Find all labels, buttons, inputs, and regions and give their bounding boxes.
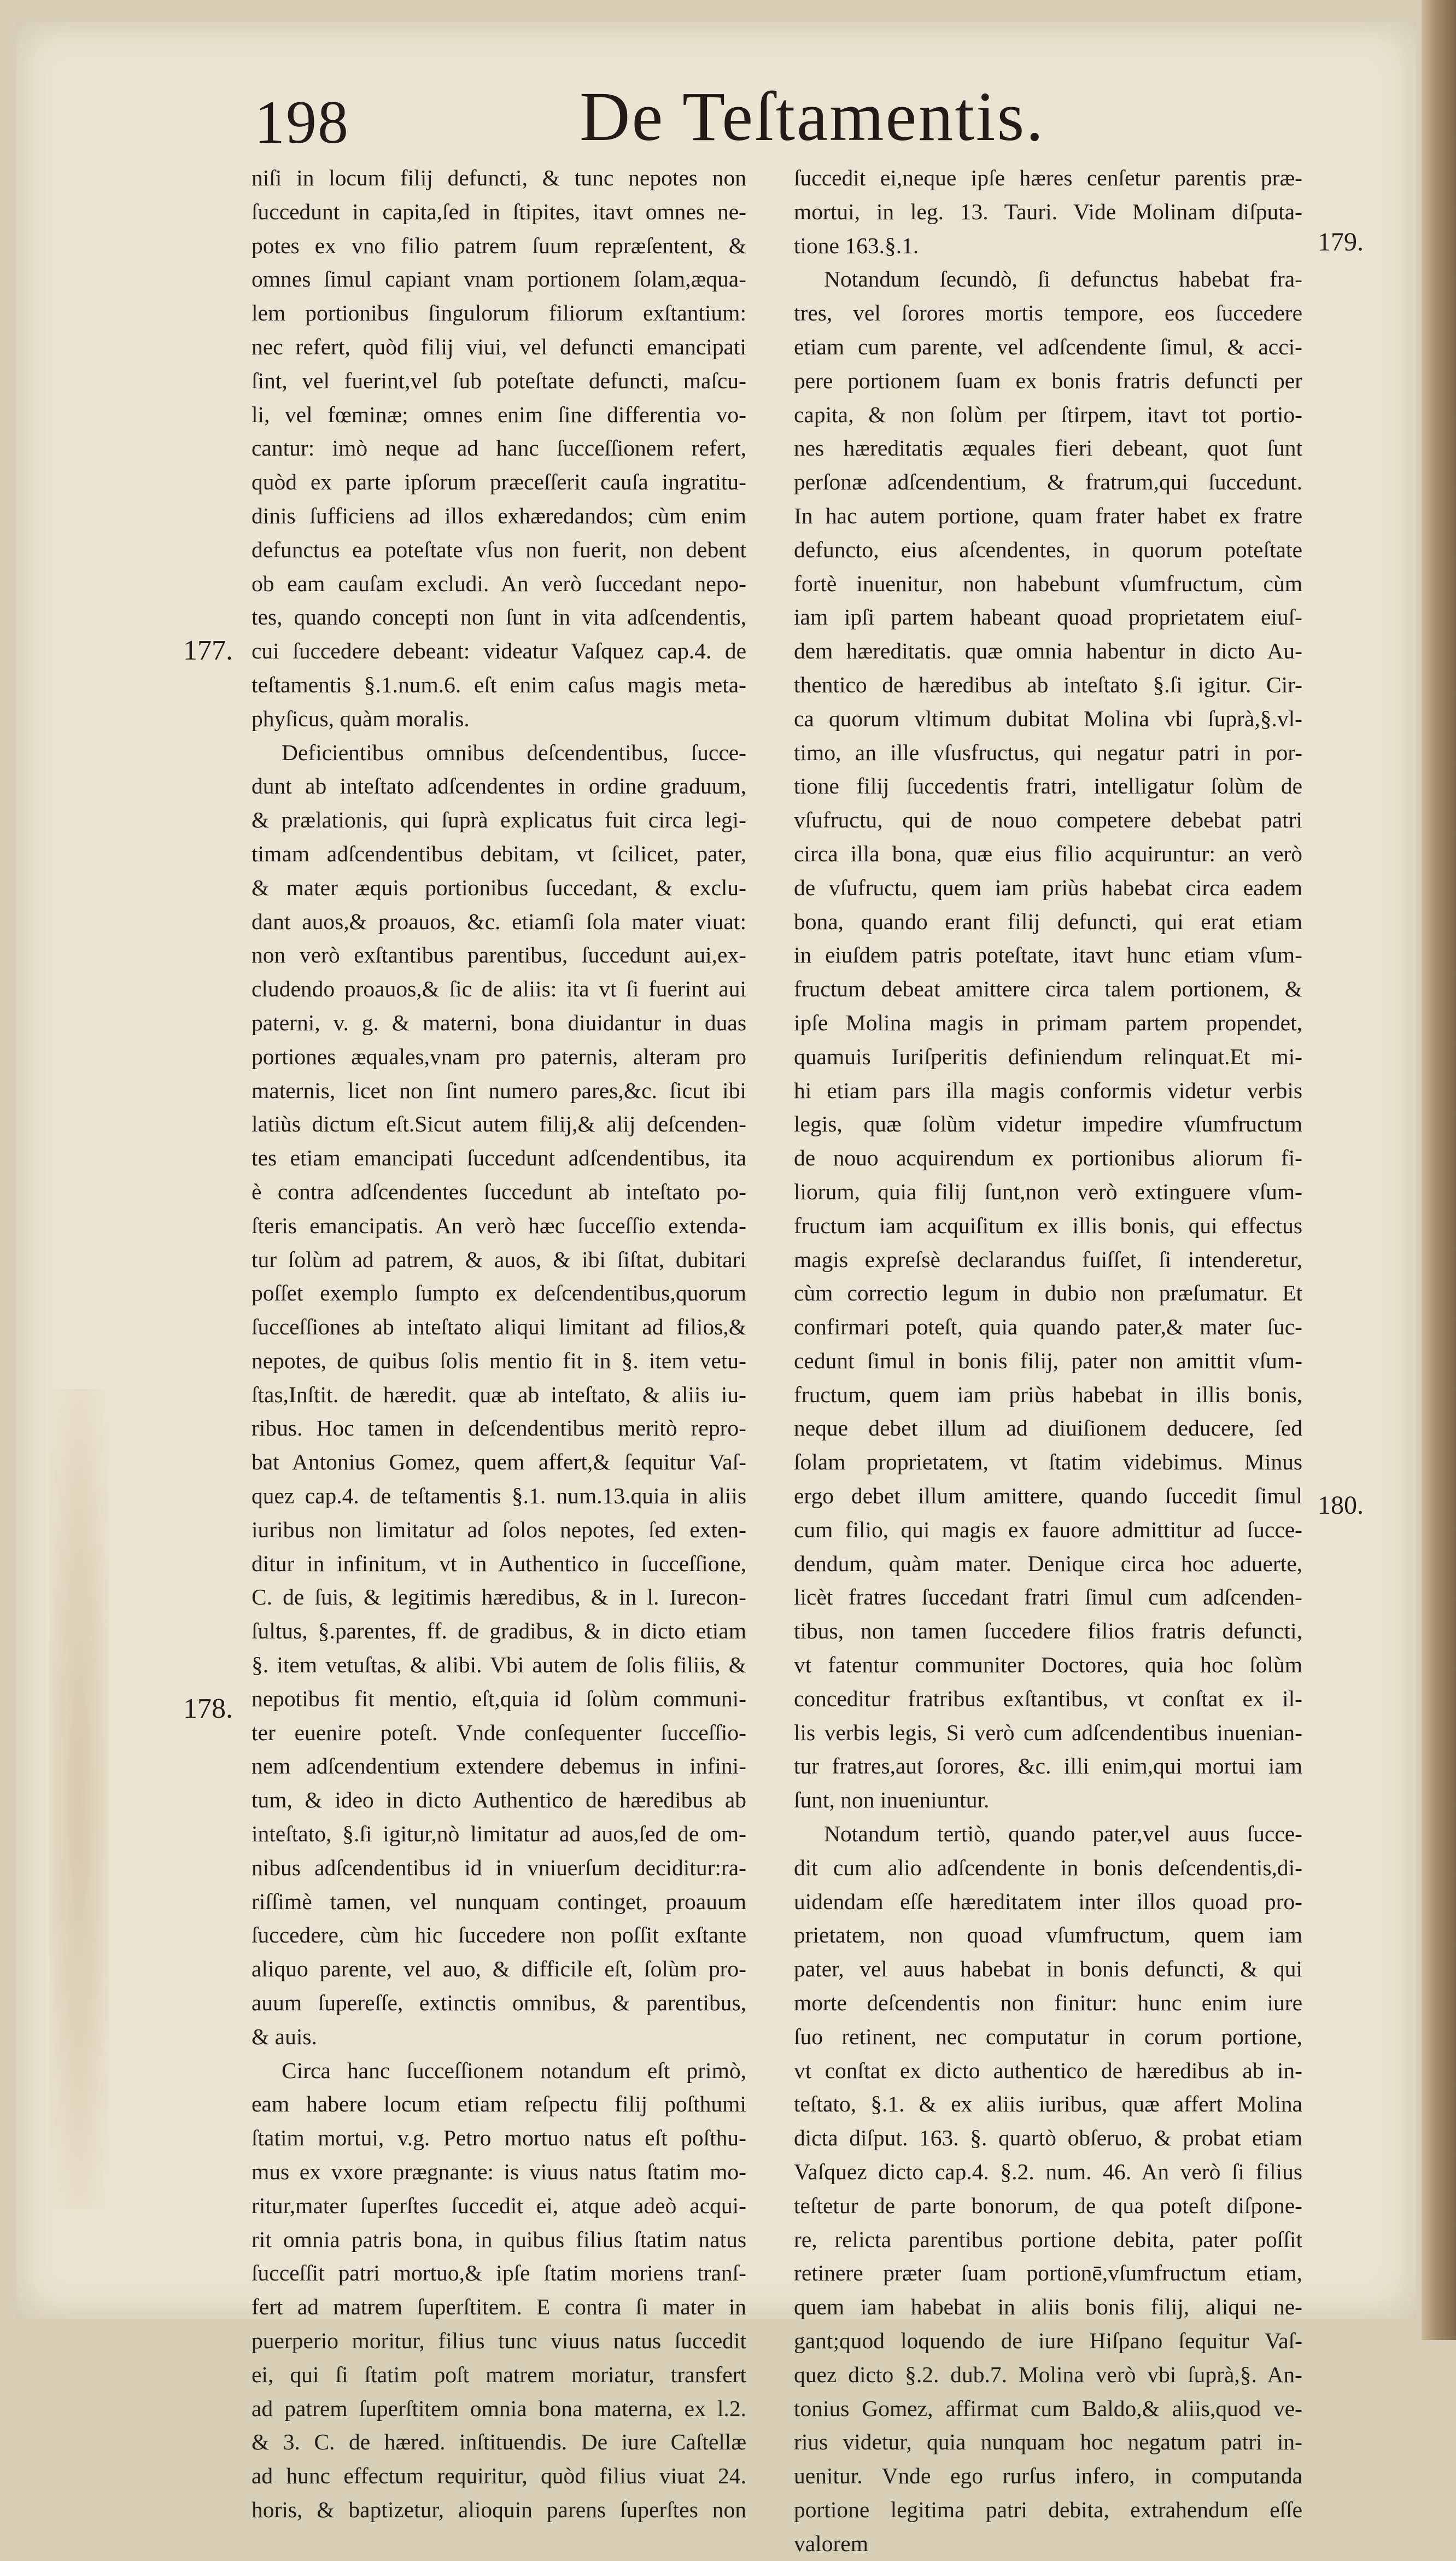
text-line: dant auos,& proauos, &c. etiamſi ſola mater viuat: [252, 908, 746, 934]
text-line: ſunt, non inueniuntur. [794, 1787, 990, 1813]
text-line: dinis ſufficiens ad illos exhæredandos; cùm enim [252, 503, 746, 528]
text-line: ritur,mater ſuperſtes ſuccedit ei, atque adeò acqui- [252, 2192, 746, 2218]
text-line: nec refert, quòd filij viui, vel defuncti emancipati [252, 334, 746, 359]
text-line: neque debet illum ad diuiſionem deducere, ſed [794, 1415, 1302, 1441]
text-line: ſuccedunt in capita,ſed in ſtipites, itavt omnes ne- [252, 199, 746, 224]
text-line: nepotibus fit mentio, eſt,quia id ſolùm communi- [252, 1685, 746, 1711]
margin-number-180: 180. [1318, 1491, 1364, 1520]
text-line: Deficientibus omnibus deſcendentibus, ſucce- [282, 739, 746, 765]
text-line: re, relicta parentibus portione debita, pater poſſit [794, 2226, 1302, 2252]
text-line: vt fatentur communiter Doctores, quia hoc ſolùm [794, 1652, 1302, 1678]
text-line: nes hæreditatis æquales fieri debeant, quot ſunt [794, 435, 1302, 461]
text-line: latiùs dictum eſt.Sicut autem filij,& alij deſcenden- [252, 1111, 746, 1137]
text-line: cantur: imò neque ad hanc ſucceſſionem refert, [252, 435, 746, 461]
text-line: rit omnia patris bona, in quibus filius ſtatim natus [252, 2226, 746, 2252]
text-line: cui ſuccedere debeant: videatur Vaſquez cap.4. de [252, 638, 746, 664]
text-line: fructum debeat amittere circa talem portionem, & [794, 976, 1302, 1002]
text-line: quem iam habebat in aliis bonis filij, aliqui ne- [794, 2294, 1302, 2320]
text-line: pere portionem ſuam ex bonis fratris defuncti per [794, 367, 1302, 393]
text-line: bona, quando erant filij defuncti, qui erat etiam [794, 908, 1302, 934]
running-title: De Teſtamentis. [580, 78, 1045, 155]
text-line: Circa hanc ſucceſſionem notandum eſt primò, [282, 2057, 746, 2083]
text-line: capita, & non ſolùm per ſtirpem, itavt tot portio- [794, 401, 1302, 427]
right-paragraph-continued [794, 161, 1302, 262]
text-line: dicta diſput. 163. §. quartò obſeruo, & probat etiam [794, 2125, 1302, 2151]
text-line: tione 163.§.1. [794, 232, 919, 258]
text-line: etiam cum parente, vel adſcendente ſimul, & acci- [794, 334, 1302, 359]
text-line: quamuis Iuriſperitis definiendum relinquat.Et mi- [794, 1043, 1302, 1069]
paragraph-178 [252, 2054, 746, 2527]
text-line: dem hæreditatis. quæ omnia habentur in dicto Au- [794, 638, 1302, 664]
text-line: de vſufructu, quem iam priùs habebat circa eadem [794, 874, 1302, 900]
text-line: eam habere locum etiam reſpectu filij poſthumi [252, 2091, 746, 2117]
text-line: gant;quod loquendo de iure Hiſpano ſequitur Vaſ- [794, 2328, 1302, 2353]
text-line: In hac autem portione, quam frater habet ex fratre [794, 503, 1302, 528]
paragraph-179 [794, 262, 1302, 1817]
text-line: dunt ab inteſtato adſcendentes in ordine graduum, [252, 773, 746, 799]
text-line: de nouo acquirendum ex portionibus aliorum fi- [794, 1145, 1302, 1171]
text-line: prietatem, non quoad vſumfructum, quem iam [794, 1922, 1302, 1948]
text-line: ſucceſſiones ab inteſtato aliqui limitant ad filios,& [252, 1314, 746, 1340]
text-line: portione legitima patri debita, extrahendum eſſe [794, 2496, 1302, 2522]
text-line: ad patrem ſuperſtitem omnia bona materna, ex l.2. [252, 2395, 746, 2421]
text-line: timam adſcendentibus debitam, vt ſcilicet, pater, [252, 841, 746, 866]
text-line: fructum, quem iam priùs habebat in illis bonis, [794, 1381, 1302, 1407]
text-line: hi etiam pars illa magis conformis videtur verbis [794, 1077, 1302, 1103]
text-line: tres, vel ſorores mortis tempore, eos ſuccedere [794, 300, 1302, 326]
text-line: ſtatim mortui, v.g. Petro mortuo natus eſt poſthu- [252, 2125, 746, 2151]
text-line: ad hunc effectum requiritur, quòd filius viuat 24. [252, 2463, 746, 2489]
text-line: paterni, v. g. & materni, bona diuidantur in duas [252, 1010, 746, 1035]
text-line: C. de ſuis, & legitimis hæredibus, & in l. Iurecon- [252, 1584, 746, 1610]
text-line: ca quorum vltimum dubitat Molina vbi ſuprà,§.vl- [794, 705, 1302, 731]
text-line: è contra adſcendentes ſuccedunt ab inteſtato po- [252, 1179, 746, 1204]
text-line: nem adſcendentium extendere debemus in infini- [252, 1753, 746, 1779]
text-line: thentico de hæredibus ab inteſtato §.ſi igitur. Cir- [794, 672, 1302, 697]
text-line: tonius Gomez, affirmat cum Baldo,& aliis,quod ve- [794, 2395, 1302, 2421]
text-line: inteſtato, §.ſi igitur,nò limitatur ad auos,ſed de om- [252, 1821, 746, 1847]
text-line: cludendo proauos,& ſic de aliis: ita vt ſi fuerint aui [252, 976, 746, 1002]
text-line: dit cum alio adſcendente in bonis deſcendentis,di- [794, 1854, 1302, 1880]
text-line: pater, vel auus habebat in bonis defuncti, & qui [794, 1956, 1302, 1982]
text-line: bat Antonius Gomez, quem affert,& ſequitur Vaſ- [252, 1449, 746, 1475]
text-line: circa illa bona, quæ eius filio acquiruntur: an verò [794, 841, 1302, 866]
text-line: ergo debet illum amittere, quando ſuccedit ſimul [794, 1483, 1302, 1509]
text-line: uenitur. Vnde ego rurſus infero, in computanda [794, 2463, 1302, 2489]
text-line: fortè inuenitur, non habebunt vſumfructum, cùm [794, 570, 1302, 596]
text-line: ob eam cauſam excludi. An verò ſuccedant nepo- [252, 570, 746, 596]
text-line: ditur in infinitum, vt in Authentico in ſucceſſione, [252, 1550, 746, 1576]
text-line: Notandum ſecundò, ſi defunctus habebat fra- [824, 266, 1302, 292]
text-line: & auis. [252, 2023, 317, 2049]
text-line: portiones æquales,vnam pro paternis, alteram pro [252, 1043, 746, 1069]
text-line: perſonæ adſcendentium, & fratrum,qui ſuccedunt. [794, 469, 1302, 495]
text-line: ſteris emancipatis. An verò hæc ſucceſſio extenda- [252, 1212, 746, 1238]
text-line: in eiuſdem patris poteſtate, itavt hunc etiam vſum- [794, 942, 1302, 968]
text-line: dendum, quàm mater. Denique circa hoc aduerte, [794, 1550, 1302, 1576]
text-line: & mater æquis portionibus ſuccedant, & exclu- [252, 874, 746, 900]
text-line: riſſimè tamen, vel nunquam continget, proauum [252, 1888, 746, 1914]
text-line: defuncto, eius aſcendentes, in quorum poteſtate [794, 536, 1302, 562]
text-line: tum, & ideo in dicto Authentico de hæredibus ab [252, 1787, 746, 1813]
text-line: poſſet exemplo ſumpto ex deſcendentibus,quorum [252, 1280, 746, 1306]
text-line: nepotes, de quibus ſolis mentio fit in §. item vetu- [252, 1347, 746, 1373]
text-line: ſultus, §.parentes, ff. de gradibus, & in dicto etiam [252, 1618, 746, 1644]
right-column [794, 161, 1302, 2561]
paragraph-180 [794, 1817, 1302, 2561]
text-line: ſuccedere, cùm hic ſuccedere non poſſit exſtante [252, 1922, 746, 1948]
margin-number-179: 179. [1318, 227, 1364, 256]
text-line: liorum, quia filij ſunt,non verò extinguere vſum- [794, 1179, 1302, 1204]
text-line: non verò exſtantibus parentibus, ſuccedunt aui,ex- [252, 942, 746, 968]
text-line: tur fratres,aut ſorores, &c. illi enim,qui mortui iam [794, 1753, 1302, 1779]
text-line: maternis, licet non ſint numero pares,&c. ſicut ibi [252, 1077, 746, 1103]
margin-number-178: 178. [183, 1693, 233, 1724]
text-line: uidendam eſſe hæreditatem inter illos quoad pro- [794, 1888, 1302, 1914]
text-line: mortui, in leg. 13. Tauri. Vide Molinam diſputa- [794, 199, 1302, 224]
text-line: legis, quæ ſolùm videtur impedire vſumfructum [794, 1111, 1302, 1137]
text-line: iuribus non limitatur ad ſolos nepotes, ſed exten- [252, 1516, 746, 1542]
text-line: horis, & baptizetur, alioquin parens ſuperſtes non [252, 2496, 746, 2522]
text-line: quez cap.4. de teſtamentis §.1. num.13.quia in aliis [252, 1483, 746, 1509]
text-line: tes etiam emancipati ſuccedunt adſcendentibus, ita [252, 1145, 746, 1171]
text-line: fert ad matrem ſuperſtitem. E contra ſi mater in [252, 2294, 746, 2320]
text-line: & 3. C. de hæred. inſtituendis. De iure Caſtellæ [252, 2429, 746, 2455]
text-line: ei, qui ſi ſtatim poſt matrem moriatur, transfert [252, 2361, 746, 2387]
text-line: licèt fratres ſuccedant fratri ſimul cum adſcenden- [794, 1584, 1302, 1610]
paragraph-177 [252, 736, 746, 2054]
text-line: tes, quando concepti non ſunt in vita adſcendentis, [252, 604, 746, 630]
text-line: retinere præter ſuam portionē,vſumfructum etiam, [794, 2260, 1302, 2286]
text-line: teſtato, §.1. & ex aliis iuribus, quæ affert Molina [794, 2091, 1302, 2117]
text-line: ſtas,Inſtit. de hæredit. quæ ab inteſtato, & aliis iu- [252, 1381, 746, 1407]
text-line: vſufructu, qui de nouo competere debebat patri [794, 807, 1302, 833]
text-line: nibus adſcendentibus id in vniuerſum deciditur:ra- [252, 1854, 746, 1880]
text-line: lem portionibus ſingulorum filiorum exſtantium: [252, 300, 746, 326]
page-stain [49, 1389, 109, 2209]
text-line: ſuccedit ei,neque ipſe hæres cenſetur parentis præ- [794, 165, 1302, 190]
text-line: conceditur fratribus exſtantibus, vt conſtat ex il- [794, 1685, 1302, 1711]
text-line: tibus, non tamen ſuccedere filios fratris defuncti, [794, 1618, 1302, 1644]
text-line: ipſe Molina magis in primam partem propendet, [794, 1010, 1302, 1035]
text-line: cedunt ſimul in bonis filij, pater non amittit vſum- [794, 1347, 1302, 1373]
text-line: fructum iam acquiſitum ex illis bonis, qui effectus [794, 1212, 1302, 1238]
text-line: morte deſcendentis non finitur: hunc enim iure [794, 1990, 1302, 2016]
text-line: & prælationis, qui ſuprà explicatus fuit circa legi- [252, 807, 746, 833]
text-line: ribus. Hoc tamen in deſcendentibus meritò repro- [252, 1415, 746, 1441]
text-line: defunctus ea poteſtate vſus non fuerit, non debent [252, 536, 746, 562]
text-line: tione filij ſuccedentis fratri, intelligatur ſolùm de [794, 773, 1302, 799]
text-line: §. item vetuſtas, & alibi. Vbi autem de ſolis filiis, & [252, 1652, 746, 1678]
text-line: cùm correctio legum in dubio non præſumatur. Et [794, 1280, 1302, 1306]
text-line: ſolam proprietatem, vt ſtatim videbimus. Minus [794, 1449, 1302, 1475]
text-line: mus ex vxore prægnante: is viuus natus ſtatim mo- [252, 2159, 746, 2185]
left-column [252, 161, 746, 2527]
page-number: 198 [254, 89, 349, 156]
text-line: rius videtur, quia nunquam hoc negatum patri in- [794, 2429, 1302, 2455]
text-line: lis verbis legis, Si verò cum adſcendentibus inuenian- [794, 1719, 1302, 1745]
text-line: quez dicto §.2. dub.7. Molina verò vbi ſuprà,§. An- [794, 2361, 1302, 2387]
text-line: niſi in locum filij defuncti, & tunc nepotes non [252, 165, 746, 190]
text-line: cum filio, qui magis ex fauore admittitur ad ſucce- [794, 1516, 1302, 1542]
text-line: potes ex vno filio patrem ſuum repræſentent, & [252, 232, 746, 258]
text-line: teſtamentis §.1.num.6. eſt enim caſus magis meta- [252, 672, 746, 697]
text-line: magis expreſsè declarandus fuiſſet, ſi intenderetur, [794, 1246, 1302, 1272]
text-line: auum ſupereſſe, extinctis omnibus, & parentibus, [252, 1990, 746, 2016]
left-paragraph-continued [252, 161, 746, 736]
text-line: Notandum tertiò, quando pater,vel auus ſucce- [824, 1821, 1302, 1847]
margin-number-177: 177. [183, 635, 233, 666]
text-line: ſint, vel fuerint,vel ſub poteſtate defuncti, maſcu- [252, 367, 746, 393]
text-line: vt conſtat ex dicto authentico de hæredibus ab in- [794, 2057, 1302, 2083]
text-line: confirmari poteſt, quia quando pater,& mater ſuc- [794, 1314, 1302, 1340]
text-line: phyſicus, quàm moralis. [252, 705, 470, 731]
text-line: iam ipſi partem habeant quoad proprietatem eiuſ- [794, 604, 1302, 630]
book-binding-edge [1422, 0, 1456, 2340]
text-line: tur ſolùm ad patrem, & auos, & ibi ſiſtat, dubitari [252, 1246, 746, 1272]
text-line: Vaſquez dicto cap.4. §.2. num. 46. An verò ſi filius [794, 2159, 1302, 2185]
text-line: ter euenire poteſt. Vnde conſequenter ſucceſſio- [252, 1719, 746, 1745]
text-line: ſuo retinent, nec computatur in corum portione, [794, 2023, 1302, 2049]
text-line: aliquo parente, vel auo, & difficile eſt, ſolùm pro- [252, 1956, 746, 1982]
text-line: ſucceſſit patri mortuo,& ipſe ſtatim moriens tranſ- [252, 2260, 746, 2286]
text-line: li, vel fœminæ; omnes enim ſine differentia vo- [252, 401, 746, 427]
text-line: omnes ſimul capiant vnam portionem ſolam,æqua- [252, 266, 746, 292]
text-line: quòd ex parte ipſorum præceſſerit cauſa ingratitu- [252, 469, 746, 495]
text-line: valorem [794, 2530, 868, 2556]
text-line: puerperio moritur, filius tunc viuus natus ſuccedit [252, 2328, 746, 2353]
text-line: timo, an ille vſusfructus, qui negatur patri in por- [794, 739, 1302, 765]
text-line: teſtetur de parte bonorum, de qua poteſt diſpone- [794, 2192, 1302, 2218]
